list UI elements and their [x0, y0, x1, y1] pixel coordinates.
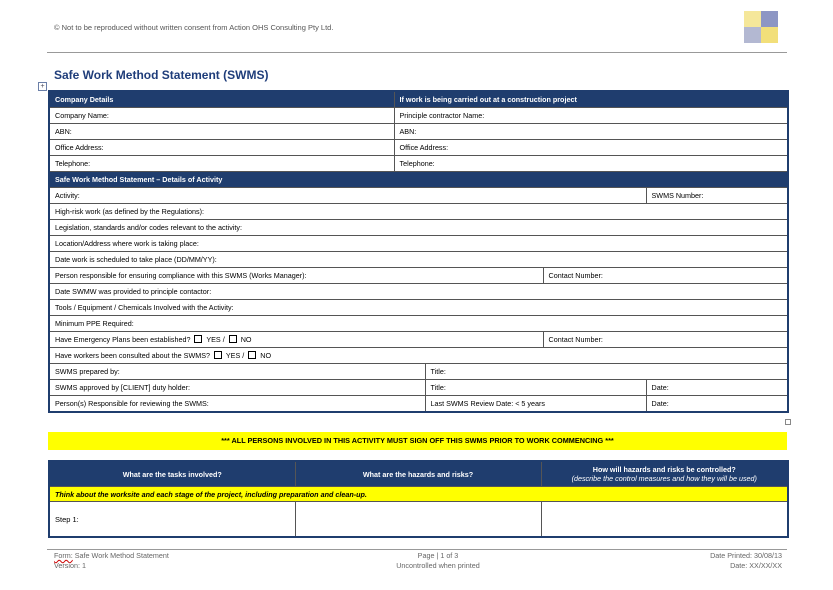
construction-project-heading: If work is being carried out at a construction project [394, 91, 788, 108]
activity-field[interactable]: Activity: [49, 188, 646, 204]
footer-form-prefix: Form: [54, 551, 73, 560]
prepared-by-title-field[interactable]: Title: [425, 364, 788, 380]
approved-date-field[interactable]: Date: [646, 380, 788, 396]
emergency-plans-row [49, 332, 543, 348]
sign-off-banner: *** ALL PERSONS INVOLVED IN THIS ACTIVITY MUST SIGN OFF THIS SWMS PRIOR TO WORK COMMENCING *** [48, 432, 787, 450]
workers-consulted-label: Have workers been consulted about the SWMS? [55, 351, 211, 360]
emergency-no-label: NO [240, 335, 252, 344]
footer-left [54, 551, 169, 571]
controls-column-subtitle: (describe the control measures and how they will be used) [571, 474, 757, 483]
table-move-handle-icon[interactable]: + [38, 82, 47, 91]
date-provided-field[interactable]: Date SWMW was provided to principle contactor: [49, 284, 788, 300]
review-date-field[interactable]: Date: [646, 396, 788, 413]
step-1-controls-cell[interactable] [541, 502, 788, 538]
swms-details-table [48, 90, 789, 413]
company-details-heading: Company Details [49, 91, 394, 108]
prepared-by-field[interactable]: SWMS prepared by: [49, 364, 425, 380]
controls-column-header [541, 461, 788, 487]
footer-uncontrolled: Uncontrolled when printed [396, 561, 480, 570]
footer-center [338, 551, 538, 571]
consulted-yes-checkbox[interactable] [214, 351, 222, 359]
swms-number-field[interactable]: SWMS Number: [646, 188, 788, 204]
company-abn-field[interactable]: ABN: [49, 124, 394, 140]
tasks-column-header: What are the tasks involved? [49, 461, 295, 487]
tasks-table [48, 460, 789, 538]
table-resize-handle[interactable] [785, 419, 791, 425]
company-name-field[interactable]: Company Name: [49, 108, 394, 124]
legislation-field[interactable]: Legislation, standards and/or codes relevant to the activity: [49, 220, 788, 236]
consulted-yes-label: YES / [225, 351, 245, 360]
emergency-yes-checkbox[interactable] [194, 335, 202, 343]
company-office-address-field[interactable]: Office Address: [49, 140, 394, 156]
consulted-no-label: NO [260, 351, 272, 360]
page-title: Safe Work Method Statement (SWMS) [54, 68, 269, 82]
footer-form-name: Safe Work Method Statement [72, 551, 169, 560]
step-1-task-cell[interactable]: Step 1: [49, 502, 295, 538]
footer-date: Date: XX/XX/XX [730, 561, 782, 570]
contractor-telephone-field[interactable]: Telephone: [394, 156, 788, 172]
company-telephone-field[interactable]: Telephone: [49, 156, 394, 172]
tools-equipment-field[interactable]: Tools / Equipment / Chemicals Involved with the Activity: [49, 300, 788, 316]
emergency-yes-label: YES / [206, 335, 225, 344]
location-field[interactable]: Location/Address where work is taking place: [49, 236, 788, 252]
approved-by-title-field[interactable]: Title: [425, 380, 646, 396]
responsible-contact-number-field[interactable]: Contact Number: [543, 268, 788, 284]
copyright-notice: © Not to be reproduced without written consent from Action OHS Consulting Pty Ltd. [54, 23, 334, 32]
workers-consulted-row [49, 348, 788, 364]
activity-details-heading: Safe Work Method Statement – Details of Activity [49, 172, 788, 188]
contractor-office-address-field[interactable]: Office Address: [394, 140, 788, 156]
footer-page-number: Page | 1 of 3 [417, 551, 459, 560]
principal-contractor-name-field[interactable]: Principle contractor Name: [394, 108, 788, 124]
responsible-person-field[interactable]: Person responsible for ensuring compliance with this SWMS (Works Manager): [49, 268, 543, 284]
high-risk-work-field[interactable]: High-risk work (as defined by the Regulations): [49, 204, 788, 220]
approved-by-field[interactable]: SWMS approved by [CLIENT] duty holder: [49, 380, 425, 396]
hazards-column-header: What are the hazards and risks? [295, 461, 541, 487]
company-logo [744, 11, 782, 47]
footer-divider [47, 549, 787, 550]
footer-date-printed: Date Printed: 30/08/13 [710, 551, 782, 560]
controls-column-title: How will hazards and risks be controlled? [592, 465, 736, 474]
step-1-hazards-cell[interactable] [295, 502, 541, 538]
footer-right [640, 551, 782, 571]
last-review-date-field[interactable]: Last SWMS Review Date: < 5 years [425, 396, 646, 413]
emergency-contact-number-field[interactable]: Contact Number: [543, 332, 788, 348]
emergency-no-checkbox[interactable] [229, 335, 237, 343]
date-scheduled-field[interactable]: Date work is scheduled to take place (DD/MM/YY): [49, 252, 788, 268]
reviewer-field[interactable]: Person(s) Responsible for reviewing the SWMS: [49, 396, 425, 413]
emergency-plans-label: Have Emergency Plans been established? [55, 335, 191, 344]
minimum-ppe-field[interactable]: Minimum PPE Required: [49, 316, 788, 332]
contractor-abn-field[interactable]: ABN: [394, 124, 788, 140]
footer-version: Version: 1 [54, 561, 86, 570]
header-divider [47, 52, 787, 53]
consulted-no-checkbox[interactable] [248, 351, 256, 359]
worksite-instruction-row: Think about the worksite and each stage of the project, including preparation and clean-up. [49, 487, 788, 502]
